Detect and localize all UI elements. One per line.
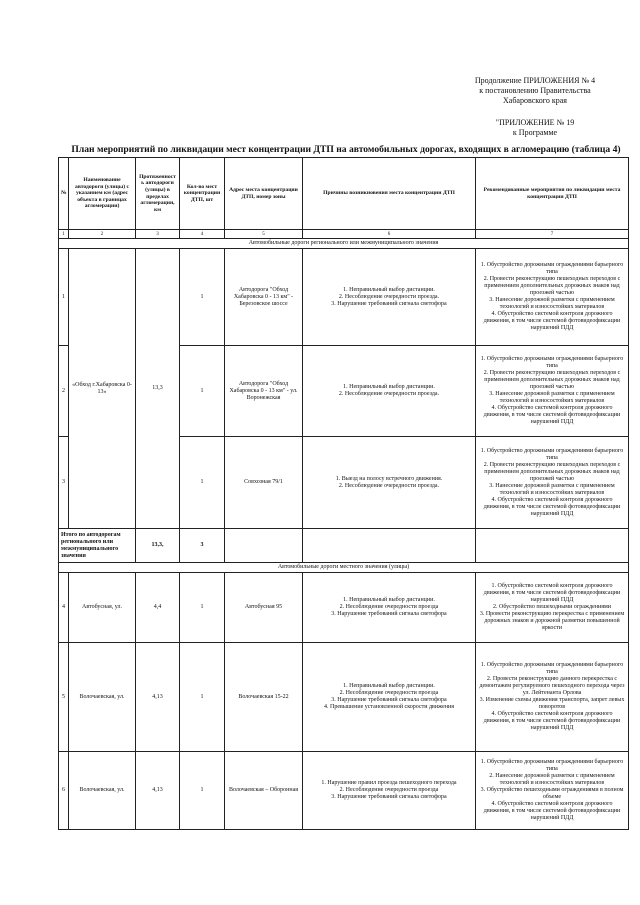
reason-item: 1. Выезд на полосу встречного движения. (335, 475, 443, 482)
measure-item: 3. Нанесение дорожной разметки с применением технологий и износостойких материалов (489, 391, 615, 404)
reason-item: 3. Нарушение требований сигнала светофора (331, 300, 447, 307)
col-header-num: № (59, 158, 69, 230)
reason-item: 2. Несоблюдение очередности проезда (339, 604, 439, 610)
row-count: 1 (180, 752, 225, 830)
reason-item: 4. Превышение установленной скорости движения (324, 704, 454, 710)
measure-item: 4. Обустройство системой контроля дорожного движения, в том числе системой фотовидеофиксации нарушений ПДД (483, 311, 621, 331)
table-row (59, 249, 629, 346)
section-regional-label: Автомобильные дороги регионального или межмуниципального значения (59, 239, 629, 249)
section-row (59, 563, 629, 573)
reason-item: 1. Неправильный выбор дистанции. (343, 286, 435, 293)
measure-item: 4. Обустройство системой контроля дорожного движения, в том числе системой фотовидеофиксации нарушений ПДД (483, 405, 621, 425)
empty-cell (303, 529, 476, 563)
total-label: Итого по автодорогам регионального или межмуниципального значения (59, 529, 136, 563)
row-num: 4 (59, 573, 69, 643)
reason-item: 1. Неправильный выбор дистанции. (343, 683, 435, 689)
measure-item: 1. Обустройство дорожными ограждениями барьерного типа (480, 262, 624, 275)
table-row (59, 752, 629, 830)
measure-item: 1. Обустройство дорожными ограждениями барьерного типа (480, 447, 624, 461)
reason-item: 2. Несоблюдение очередности проезда (339, 690, 439, 696)
reason-item: 3. Нарушение требований сигнала светофора (331, 794, 447, 800)
section-local-label: Автомобильные дороги местного значения (улицы) (59, 563, 629, 573)
total-length: 13,3, (136, 529, 180, 563)
col-number: 7 (476, 230, 629, 239)
col-header-length: Протяженность автодороги (улицы) в пределах агломерации, км (136, 158, 180, 230)
column-number-row (59, 230, 629, 239)
row-count: 1 (180, 249, 225, 346)
col-number: 2 (69, 230, 136, 239)
header-decree: к постановлению Правительства (479, 86, 591, 95)
total-row (59, 529, 629, 563)
row-measures (476, 643, 629, 752)
measure-item: 2. Провести реконструкцию пешеходных переходов с применением дополнительных дорожных знаков над проезжей частью (483, 461, 621, 482)
col-number: 5 (225, 230, 303, 239)
row-address: Автобусная 95 (225, 573, 303, 643)
measure-item: 3. Изменение схемы движения транспорта, запрет левых поворотов (479, 697, 625, 710)
row-address: Волочаевская 15-22 (225, 643, 303, 752)
row-reasons (303, 752, 476, 830)
reason-item: 3. Нарушение требований сигнала светофора (331, 611, 447, 617)
row-length: 13,3 (136, 249, 180, 529)
row-count: 1 (180, 346, 225, 437)
row-length: 4,4 (136, 573, 180, 643)
row-count: 1 (180, 437, 225, 529)
row-measures (476, 437, 629, 529)
measure-item: 3. Провести реконструкцию перекрестка с применением дорожных знаков и дорожной разметки повышенной яркости (479, 611, 625, 631)
measure-item: 1. Обустройство дорожными ограждениями барьерного типа (480, 759, 624, 772)
measure-item: 4. Обустройство системой контроля дорожного движения, в том числе системой фотовидеофиксации нарушений ПДД (483, 801, 621, 821)
row-road: «Обход г.Хабаровска 0-13» (69, 249, 136, 529)
col-header-count: Кол-во мест концентрации ДТП, шт (180, 158, 225, 230)
table-row (59, 573, 629, 643)
total-count: 3 (180, 529, 225, 563)
measure-item: 3. Обустройство пешеходными ограждениями в полном объеме (480, 787, 624, 800)
empty-cell (225, 529, 303, 563)
reason-item: 2. Несоблюдение очередности проезда. (338, 391, 440, 397)
row-num: 1 (59, 249, 69, 346)
row-num: 6 (59, 752, 69, 830)
section-row (59, 239, 629, 249)
row-length: 4,13 (136, 643, 180, 752)
row-count: 1 (180, 573, 225, 643)
measure-item: 4. Обустройство системой контроля дорожного движения, в том числе системой фотовидеофиксации нарушений ПДД (483, 496, 621, 517)
measures-table (58, 157, 629, 830)
table-row (59, 643, 629, 752)
reason-item: 3. Нарушение требований сигнала светофора (331, 697, 447, 703)
measure-item: 2. Провести реконструкцию данного перекрестка с демонтажем регулируемого пешеходного перехода через ул. Лейтенанта Орлова (479, 676, 625, 696)
row-reasons (303, 573, 476, 643)
measure-item: 4. Обустройство системой контроля дорожного движения, в том числе системой фотовидеофиксации нарушений ПДД (483, 711, 621, 731)
col-number: 1 (59, 230, 69, 239)
col-number: 4 (180, 230, 225, 239)
measure-item: 1. Обустройство дорожными ограждениями барьерного типа (480, 356, 624, 369)
row-measures (476, 346, 629, 437)
measure-item: 1. Обустройство дорожными ограждениями барьерного типа (480, 662, 624, 675)
row-address: Автодорога "Обход Хабаровска 0 - 13 км" - Березовское шоссе (225, 249, 303, 346)
row-num: 5 (59, 643, 69, 752)
header-continuation: Продолжение ПРИЛОЖЕНИЯ № 4 (474, 76, 596, 85)
measure-item: 1. Обустройство системой контроля дорожного движения, в том числе системой фотовидеофиксации нарушений ПДД (483, 583, 621, 603)
col-header-measures: Рекомендованные мероприятия по ликвидации места концентрации ДТП (476, 158, 629, 230)
measure-item: 2. Обустройство пешеходными ограждениями (493, 604, 611, 610)
col-header-road: Наименование автодороги (улицы) с указанием км (адрес объекта в границах агломерации) (69, 158, 136, 230)
row-reasons (303, 346, 476, 437)
row-measures (476, 249, 629, 346)
measure-item: 3. Нанесение дорожной разметки с применением технологий и износостойких материалов (489, 482, 615, 496)
empty-cell (476, 529, 629, 563)
header-program: к Программе (512, 128, 558, 137)
measure-item: 3. Нанесение дорожной разметки с применением технологий и износостойких материалов (489, 297, 615, 310)
measure-item: 2. Провести реконструкцию пешеходных переходов с применением дополнительных дорожных знаков над проезжей частью (483, 370, 621, 390)
row-measures (476, 752, 629, 830)
reason-item: 1. Неправильный выбор дистанции. (343, 384, 435, 390)
col-header-reasons: Причины возникновения места концентрации ДТП (303, 158, 476, 230)
row-num: 2 (59, 346, 69, 437)
row-address: Автодорога "Обход Хабаровска 0 - 13 км" - ул. Воронежская (225, 346, 303, 437)
reason-item: 2. Несоблюдение очередности проезда (339, 787, 439, 793)
row-count: 1 (180, 643, 225, 752)
header-appendix: "ПРИЛОЖЕНИЕ № 19 (495, 118, 575, 127)
row-reasons (303, 643, 476, 752)
row-length: 4,13 (136, 752, 180, 830)
col-number: 3 (136, 230, 180, 239)
row-measures (476, 573, 629, 643)
row-address: Волочаевская – Оборонная (225, 752, 303, 830)
reason-item: 2. Несоблюдение очередности проезда. (338, 482, 440, 489)
header-region: Хабаровского края (503, 96, 567, 105)
row-reasons (303, 437, 476, 529)
document-header (440, 76, 630, 138)
row-address: Совхозная 79/1 (225, 437, 303, 529)
col-number: 6 (303, 230, 476, 239)
row-road: Волочаевская, ул. (69, 752, 136, 830)
reason-item: 1. Нарушение правил проезда пешеходного перехода (321, 780, 457, 786)
row-road: Автобусная, ул. (69, 573, 136, 643)
col-header-address: Адрес места концентрации ДТП, номер зоны (225, 158, 303, 230)
row-reasons (303, 249, 476, 346)
page-title: План мероприятий по ликвидации мест концентрации ДТП на автомобильных дорогах, входящих в агломерацию (таблица 4) (71, 144, 621, 155)
measure-item: 2. Нанесение дорожной разметки с применением технологий и износостойких материалов (489, 773, 615, 786)
measure-item: 2. Провести реконструкцию пешеходных переходов с применением дополнительных дорожных знаков над проезжей частью (483, 276, 621, 296)
reason-item: 2. Несоблюдение очередности проезда. (338, 293, 440, 300)
row-num: 3 (59, 437, 69, 529)
header-row (59, 158, 629, 230)
row-road: Волочаевская, ул. (69, 643, 136, 752)
reason-item: 1. Неправильный выбор дистанции. (343, 597, 435, 603)
